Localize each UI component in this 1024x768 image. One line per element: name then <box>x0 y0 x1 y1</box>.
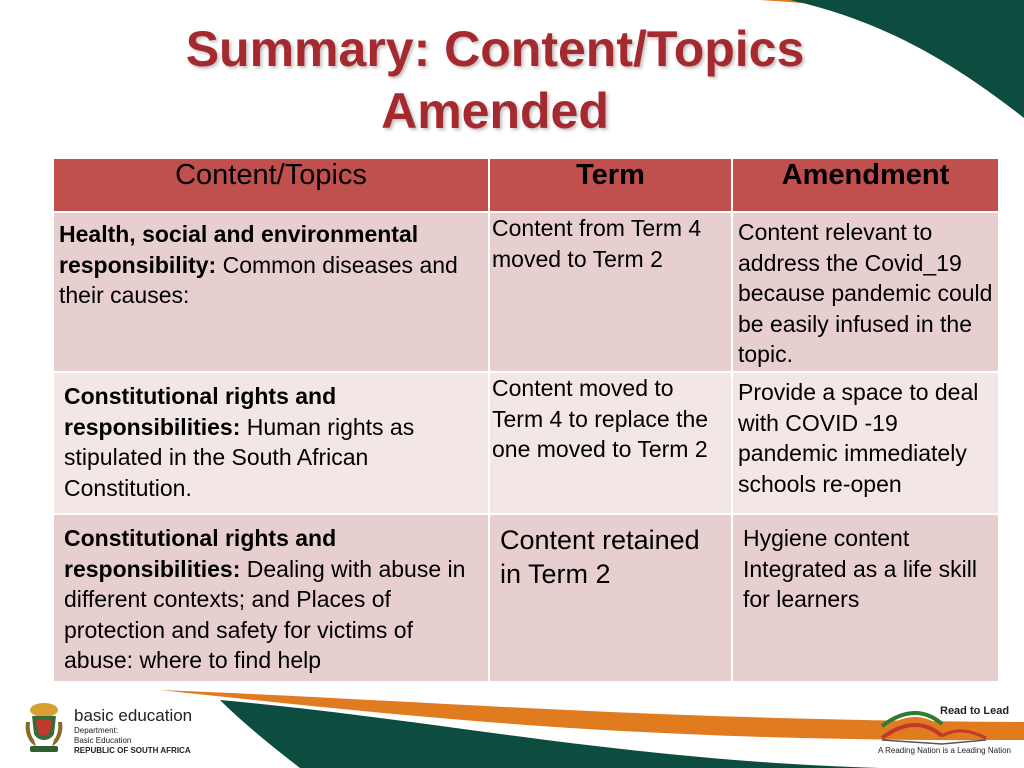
topic-bold: Health, social and environmental responsibility: <box>59 221 419 278</box>
topic-cell <box>53 372 489 514</box>
campaign-tagline: A Reading Nation is a Leading Nation <box>878 746 1011 755</box>
term-text: Content from Term 4 moved to Term 2 <box>492 215 702 272</box>
amendment-text: Hygiene content Integrated as a life skill for learners <box>743 525 977 612</box>
amendment-cell <box>732 514 999 682</box>
table-row <box>53 372 999 514</box>
amendment-cell <box>732 372 999 514</box>
amendments-table <box>52 157 1000 683</box>
title-line-2: Amended <box>381 83 609 139</box>
dept-line-2: Basic Education <box>74 736 132 745</box>
topic-text: Common diseases and their causes: <box>59 251 458 308</box>
table-row <box>53 212 999 372</box>
table-header-row <box>53 158 999 212</box>
header-term: Term <box>489 158 732 212</box>
org-name: basic education <box>74 706 193 725</box>
topic-text: Human rights as stipulated in the South African Constitution. <box>64 413 415 501</box>
dept-line-1: Department: <box>74 726 119 735</box>
term-cell <box>489 372 732 514</box>
country-name: REPUBLIC OF SOUTH AFRICA <box>74 746 191 755</box>
campaign-title: Read to Lead <box>940 705 1010 717</box>
amendment-text: Content relevant to address the Covid_19 because pandemic could be easily infused in the topic. <box>738 219 993 367</box>
page-title <box>100 18 890 142</box>
coat-of-arms-icon <box>22 700 66 756</box>
topic-bold: Constitutional rights and responsibilities: <box>64 383 337 440</box>
header-content-topics: Content/Topics <box>53 158 489 212</box>
table-row <box>53 514 999 682</box>
read-to-lead-logo <box>876 700 1016 765</box>
title-line-1: Summary: Content/Topics <box>185 21 805 77</box>
topic-cell <box>53 514 489 682</box>
term-cell <box>489 514 732 682</box>
topic-bold: Constitutional rights and responsibilities: <box>64 525 337 582</box>
amendment-cell <box>732 212 999 372</box>
amendment-text: Provide a space to deal with COVID -19 pandemic immediately schools re-open <box>738 379 979 497</box>
topic-text: Dealing with abuse in different contexts; and Places of protection and safety for victims of abuse: where to find help <box>64 555 466 673</box>
topic-cell <box>53 212 489 372</box>
term-text: Content moved to Term 4 to replace the one moved to Term 2 <box>492 375 709 462</box>
term-text: Content retained in Term 2 <box>500 525 700 589</box>
header-amendment: Amendment <box>732 158 999 212</box>
term-cell <box>489 212 732 372</box>
basic-education-logo <box>74 706 192 756</box>
